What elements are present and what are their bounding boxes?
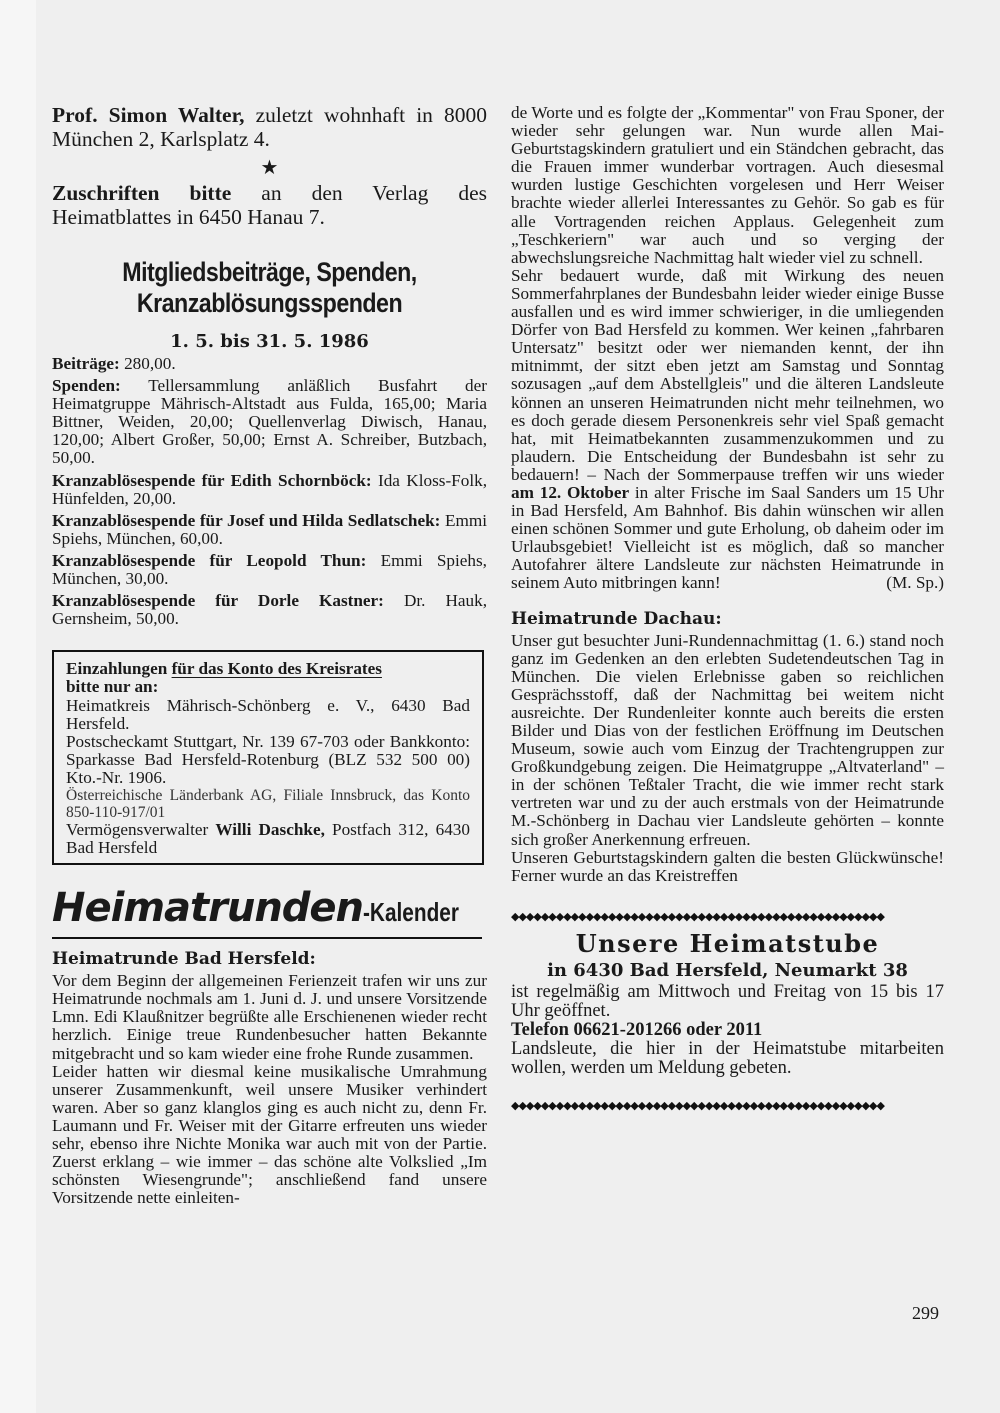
donation-entry: Kranzablösespende für Leopold Thun: Emmi Spiehs, München, 30,00. — [52, 550, 487, 589]
box-line: Heimatkreis Mährisch-Schönberg e. V., 6430 Bad Hersfeld. — [66, 695, 470, 733]
section-title-bad-hersfeld: Heimatrunde Bad Hersfeld: — [52, 949, 316, 970]
dachau-text: Unser gut besuchter Juni-Rundennachmittag (1. 6.) stand noch ganz im Gedenken an den erlebten Sudetendeutschen Tag in München. Die vielen Erlebnisse gaben so reichlichen Gesprächsstoff, daß der Nachmittag bei weitem nicht ausreichte. Der Rundenleiter konnte auch bereits die ersten Bilder und Dias von der festlichen Eröffnung im Deutschen Museum, sowie auch vom Einzug der Trachtengruppen zur Großkundgebung zeigen. Die Heimatgruppe „Altvaterland" – in der schönen Teßtaler Tracht, die wie immer recht stark vertreten war und zu der auch erstmals von der Heimatrunde M.-Schönberg in Dachau vier Landsleute gehörten – konnte sich großer Anerkennung erfreuen. Unseren Geburtstagskindern galten die besten Glückwünsche! Ferner wurde an das Kreistreffen — [511, 630, 944, 885]
signature: (M. Sp.) — [886, 573, 944, 593]
box-line: Vermögensverwalter Willi Daschke, Postfach 312, 6430 Bad Hersfeld — [66, 819, 470, 858]
date-range: 1. 5. bis 31. 5. 1986 — [170, 331, 369, 352]
box-line: Österreichische Länderbank AG, Filiale Innsbruck, das Konto 850-110-917/01 — [66, 786, 470, 821]
donation-entry: Kranzablösespende für Josef und Hilda Sedlatschek: Emmi Spiehs, München, 60,00. — [52, 510, 487, 548]
left-column — [52, 104, 487, 1207]
donation-entry: Beiträge: 280,00. — [52, 354, 176, 373]
box-title: Einzahlungen für das Konto des Kreisrates — [66, 659, 382, 679]
donation-entry: Kranzablösespende für Edith Schornböck: Ida Kloss-Folk, Hünfelden, 20,00. — [52, 470, 487, 508]
diamond-rule-bottom: ◆◆◆◆◆◆◆◆◆◆◆◆◆◆◆◆◆◆◆◆◆◆◆◆◆◆◆◆◆◆◆◆◆◆◆◆◆◆◆◆◆◆◆◆◆◆◆◆◆◆ — [511, 1099, 884, 1112]
star-icon: ★ — [260, 155, 279, 179]
intro-zuschriften: Zuschriften bitte an den Verlag des Heimatblattes in 6450 Hanau 7. — [52, 181, 488, 229]
section-title-dachau: Heimatrunde Dachau: — [511, 608, 722, 629]
box-line: Postscheckamt Stuttgart, Nr. 139 67-703 oder Bankkonto: Sparkasse Bad Hersfeld-Rotenburg (BLZ 532 500 00) Kto.-Nr. 1906. — [66, 731, 470, 787]
intro-walter: Prof. Simon Walter, zuletzt wohnhaft in 8000 München 2, Karlsplatz 4. — [52, 103, 487, 151]
bad-hersfeld-text: Vor dem Beginn der allgemeinen Ferienzeit trafen wir uns zur Heimatrunde nochmals am 1. Juni d. J. und unsere Vorsitzende Lmn. Edi Klaußnitzer begrüßte alle Erschienenen wieder recht herzlich. Einige treue Rundenbesucher hatten Bekannte mitgebracht und so kam wieder eine frohe Runde zusammen. Leider hatten wir diesmal keine musikalische Umrahmung unserer Zusammenkunft, weil unsere Musiker verhindert waren. Aber so ganz klanglos ging es auch nicht zu, denn Fr. Laumann und Fr. Weiser mit der Gitarre erfreuten uns wieder sehr, ebenso ihre Nichte Monika war auch mit von der Partie. Zuerst erklang – wie immer – das schöne alte Volkslied „Im schönsten Wiesengrunde"; anschließend fand unsere Vorsitzende nette einleiten- — [52, 971, 487, 1208]
donation-entry: Spenden: Tellersammlung anläßlich Busfahrt der Heimatgruppe Mährisch-Altstadt aus Fulda, 165,00; Maria Bittner, Weiden, 20,00; Quellenverlag Diwisch, Hanau, 120,00; Albert Großer, 50,00; Ernst A. Schreiber, Butzbach, 50,00. — [52, 376, 487, 468]
box-title-2: bitte nur an: — [66, 677, 159, 697]
heimatstube-title: Unsere Heimatstube — [575, 928, 880, 958]
bad-hersfeld-continued: de Worte und es folgte der „Kommentar" von Frau Sponer, der wieder sehr gelungen war. Nun wurde allen Mai-Geburtstagskindern gratuliert und ein Ständchen gebracht, das die Frauen immer wunderbar vortragen. Auch diesesmal wurden lustige Geschichten vorgelesen und Herr Weiser brachte wieder allerlei Interessantes zu Gehör. So gab es für alle Vortragenden reichen Applaus. Gelegenheit zum „Teschkeriern" war auch und so verging der abwechslungsreiche Nachmittag halt wieder viel zu schnell. Sehr bedauert wurde, daß mit Wirkung des neuen Sommerfahrplanes der Bundesbahn leider wieder einige Busse ausfallen und es wird immer schwieriger, in die umliegenden Dörfer von Bad Hersfeld zu kommen. Wer keinen „fahrbaren Untersatz" besitzt oder wer niemanden kennt, der ihn mitnimmt, der sitzt eben jetzt am Samstag und Sonntag sozusagen „auf dem Abstellgleis" und die älteren Landsleute können an unseren Heimatrunden nicht mehr teilnehmen, wo es doch gerade diesem Personenkreis sehr viel Spaß gemacht hat, mit Heimatbekannten zusammenzukommen und zu plaudern. Die Entscheidung der Bundesbahn ist sehr zu bedauern! – Nach der Sommerpause treffen wir uns wieder am 12. Oktober in alter Frische im Saal Sanders um 15 Uhr in Bad Hersfeld, Am Bahnhof. Bis dahin wünschen wir allen einen schönen Sommer und gute Erholung, ob daheim oder im Urlaubsgebiet! Vielleicht ist es möglich, daß so mancher Autofahrer ältere Landsleute zur nächsten Heimatrunde in seinem Auto mitbringen kann! (M. Sp.) — [511, 103, 944, 593]
payment-info-box — [52, 650, 484, 865]
donation-entry: Kranzablösespende für Dorle Kastner: Dr. Hauk, Gernsheim, 50,00. — [52, 591, 488, 629]
page-number: 299 — [912, 1303, 939, 1323]
kalender-heading: Heimatrunden-Kalender — [52, 885, 482, 939]
diamond-rule-top: ◆◆◆◆◆◆◆◆◆◆◆◆◆◆◆◆◆◆◆◆◆◆◆◆◆◆◆◆◆◆◆◆◆◆◆◆◆◆◆◆◆◆◆◆◆◆◆◆◆◆ — [511, 910, 884, 923]
donation-list — [52, 355, 487, 628]
heimatstube-text: ist regelmäßig am Mittwoch und Freitag von 15 bis 17 Uhr geöffnet. Telefon 06621-201266 oder 2011 Landsleute, die hier in der Heimatstube mitarbeiten wollen, werden um Meldung gebeten. — [511, 981, 944, 1078]
donations-heading: Mitgliedsbeiträge, Spenden, Kranzablösungsspenden — [122, 257, 417, 318]
right-column — [511, 104, 944, 1112]
heimatstube-address: in 6430 Bad Hersfeld, Neumarkt 38 — [547, 959, 908, 981]
